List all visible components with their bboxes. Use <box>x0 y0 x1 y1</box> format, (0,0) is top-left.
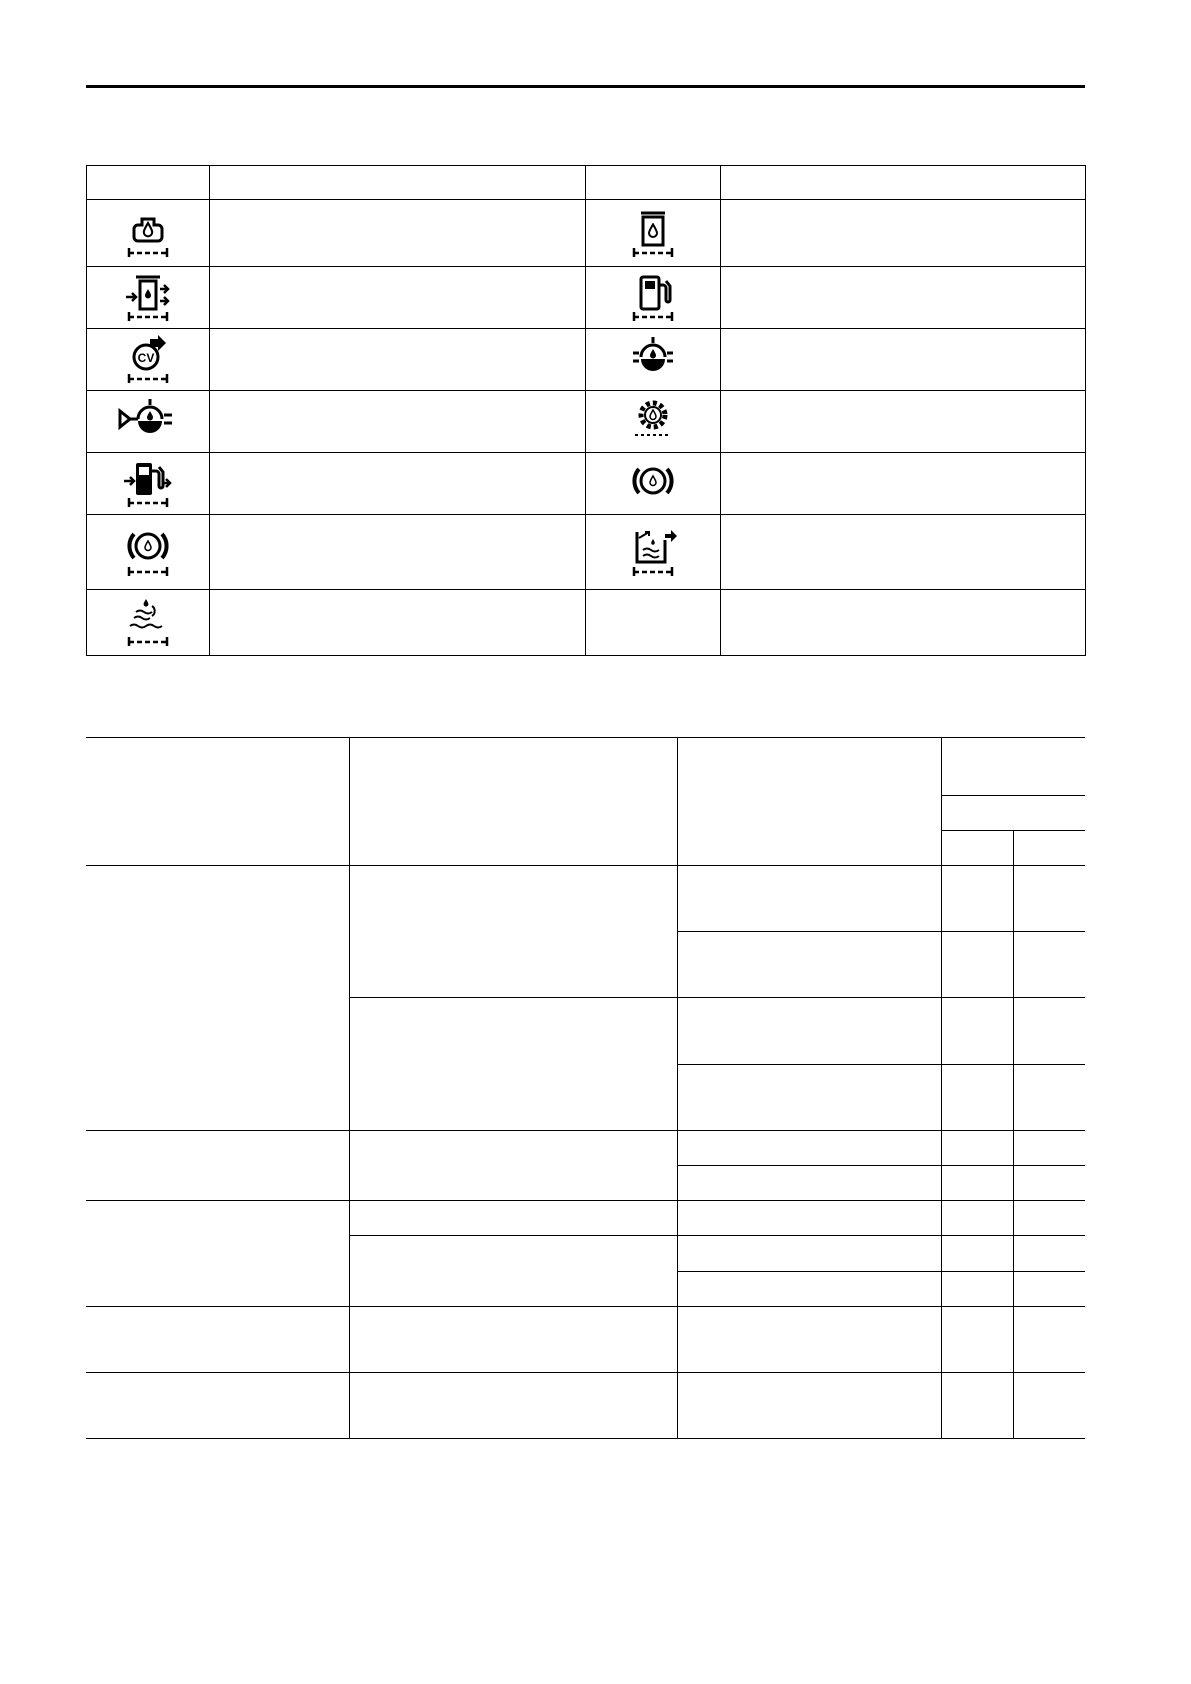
symbol-meaning <box>721 515 1086 590</box>
task-cell <box>349 866 677 998</box>
value-cell <box>941 1065 1013 1131</box>
component-cell <box>86 1201 349 1307</box>
symbol-cell <box>87 267 210 329</box>
symbol-meaning <box>721 391 1086 453</box>
fuel-pump-icon <box>621 267 685 323</box>
symbol-meaning <box>210 200 586 267</box>
value-cell <box>941 1236 1013 1272</box>
symbol-meaning <box>721 590 1086 656</box>
fuel-prefilter-icon <box>116 267 180 323</box>
symbol-cell <box>586 329 721 391</box>
symbol-table-header <box>87 166 1086 200</box>
value-cell <box>1013 998 1085 1065</box>
symbol-cell <box>586 515 721 590</box>
brake-oil-filter-icon <box>116 522 180 578</box>
symbol-cell <box>87 391 210 453</box>
component-cell <box>86 1307 349 1373</box>
symbol-cell <box>586 590 721 656</box>
table-row <box>86 866 1085 932</box>
col-header-group <box>941 738 1085 796</box>
col-header-task <box>349 738 677 866</box>
detail-cell <box>677 998 941 1065</box>
col-header-sub-a <box>941 831 1013 866</box>
table-row <box>86 1307 1085 1373</box>
col-header-sub-b <box>1013 831 1085 866</box>
detail-cell <box>677 1201 941 1236</box>
symbol-cell <box>87 515 210 590</box>
header-symbol-left <box>87 166 210 200</box>
coolant-level-icon <box>116 592 180 648</box>
symbol-table <box>86 165 1086 656</box>
value-cell <box>941 932 1013 998</box>
col-header-detail <box>677 738 941 866</box>
value-cell <box>1013 932 1085 998</box>
table-row <box>86 1373 1085 1439</box>
symbol-cell <box>87 329 210 391</box>
table-row <box>87 453 1086 515</box>
value-cell <box>941 998 1013 1065</box>
header-meaning-right <box>721 166 1086 200</box>
symbol-meaning <box>721 329 1086 391</box>
brake-fluid-icon <box>621 453 685 509</box>
component-cell <box>86 866 349 1131</box>
symbol-cell <box>586 200 721 267</box>
value-cell <box>1013 1065 1085 1131</box>
symbol-meaning <box>210 267 586 329</box>
gear-oil-icon <box>621 391 685 447</box>
value-cell <box>941 1166 1013 1201</box>
symbol-cell <box>87 590 210 656</box>
symbol-meaning <box>721 200 1086 267</box>
header-symbol-right <box>586 166 721 200</box>
coolant-exchange-icon <box>621 522 685 578</box>
value-cell <box>1013 1201 1085 1236</box>
table-row <box>87 267 1086 329</box>
symbol-meaning <box>210 391 586 453</box>
engine-oil-filter-icon <box>621 203 685 259</box>
detail-cell <box>677 932 941 998</box>
header-meaning-left <box>210 166 586 200</box>
col-header-subgroup <box>941 796 1085 831</box>
crankcase-ventilation-icon <box>116 329 180 385</box>
task-cell <box>349 1236 677 1307</box>
value-cell <box>1013 1373 1085 1439</box>
detail-cell <box>677 1131 941 1166</box>
detail-cell <box>677 1373 941 1439</box>
table-row <box>86 1131 1085 1166</box>
symbol-cell <box>87 453 210 515</box>
symbol-cell <box>586 391 721 453</box>
symbol-meaning <box>210 453 586 515</box>
task-cell <box>349 1201 677 1236</box>
top-rule <box>86 85 1085 88</box>
symbol-cell <box>586 453 721 515</box>
table-row <box>87 200 1086 267</box>
table-row <box>87 590 1086 656</box>
symbol-meaning <box>210 329 586 391</box>
value-cell <box>941 866 1013 932</box>
component-cell <box>86 1373 349 1439</box>
detail-cell <box>677 1236 941 1272</box>
task-cell <box>349 998 677 1131</box>
detail-cell <box>677 1272 941 1307</box>
fuel-filter-icon <box>116 453 180 509</box>
value-cell <box>941 1201 1013 1236</box>
task-cell <box>349 1307 677 1373</box>
table-row <box>86 1201 1085 1236</box>
symbol-meaning <box>721 267 1086 329</box>
value-cell <box>1013 1272 1085 1307</box>
detail-cell <box>677 1065 941 1131</box>
value-cell <box>941 1307 1013 1373</box>
table-row <box>87 329 1086 391</box>
col-header-component <box>86 738 349 866</box>
maintenance-table <box>86 737 1085 1439</box>
symbol-meaning <box>721 453 1086 515</box>
engine-oil-icon <box>116 203 180 259</box>
value-cell <box>941 1272 1013 1307</box>
value-cell <box>941 1373 1013 1439</box>
symbol-meaning <box>210 590 586 656</box>
task-cell <box>349 1131 677 1201</box>
detail-cell <box>677 1307 941 1373</box>
value-cell <box>1013 1131 1085 1166</box>
task-cell <box>349 1373 677 1439</box>
value-cell <box>1013 1307 1085 1373</box>
symbol-cell <box>87 200 210 267</box>
table-row <box>87 391 1086 453</box>
value-cell <box>1013 1236 1085 1272</box>
value-cell <box>1013 1166 1085 1201</box>
symbol-cell <box>586 267 721 329</box>
transmission-oil-filter-icon <box>621 329 685 385</box>
value-cell <box>1013 866 1085 932</box>
detail-cell <box>677 866 941 932</box>
component-cell <box>86 1131 349 1201</box>
table-row <box>87 515 1086 590</box>
value-cell <box>941 1131 1013 1166</box>
symbol-meaning <box>210 515 586 590</box>
detail-cell <box>677 1166 941 1201</box>
hydraulic-oil-filter-icon <box>116 391 180 447</box>
svg-text:CV: CV <box>137 351 155 365</box>
